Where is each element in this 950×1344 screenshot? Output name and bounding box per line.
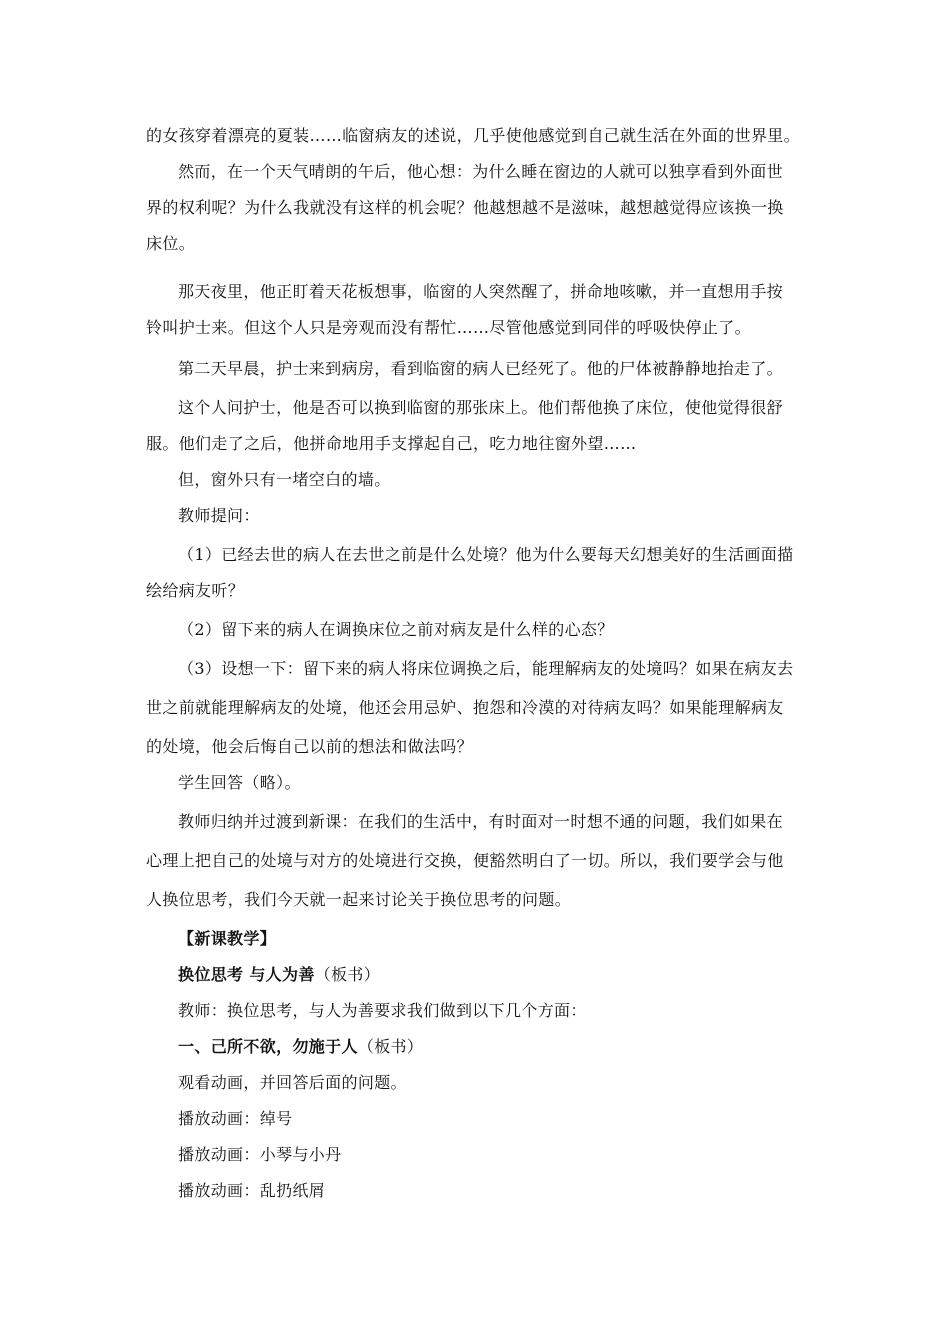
- question-line: （3）设想一下：留下来的病人将床位调换之后，能理解病友的处境吗？如果在病友去: [178, 659, 794, 678]
- paragraph-line: 心理上把自己的处境与对方的处境进行交换，便豁然明白了一切。所以，我们要学会与他: [146, 851, 784, 870]
- paragraph-line: 界的权利呢？为什么我就没有这样的机会呢？他越想越不是滋味，越想越觉得应该换一换: [146, 198, 784, 217]
- question-line: （1）已经去世的病人在去世之前是什么处境？他为什么要每天幻想美好的生活画面描: [178, 545, 794, 564]
- paragraph-line: 这个人问护士，他是否可以换到临窗的那张床上。他们帮他换了床位，使他觉得很舒: [178, 398, 783, 417]
- paragraph-line: 床位。: [146, 234, 196, 253]
- teacher-line: 教师：换位思考，与人为善要求我们做到以下几个方面：: [178, 1001, 587, 1020]
- paragraph-line: 那天夜里，他正盯着天花板想事，临窗的人突然醒了，拼命地咳嗽，并一直想用手按: [178, 282, 783, 301]
- paragraph-line: 但，窗外只有一堵空白的墙。: [178, 470, 391, 489]
- paragraph-line: 学生回答（略）。: [178, 773, 301, 792]
- animation-item: 播放动画：乱扔纸屑: [178, 1181, 326, 1200]
- paragraph-line: 铃叫护士来。但这个人只是旁观而没有帮忙……尽管他感觉到同伴的呼吸快停止了。: [146, 318, 751, 337]
- animation-item: 播放动画：小琴与小丹: [178, 1145, 342, 1164]
- question-line: 的处境，他会后悔自己以前的想法和做法吗？: [146, 737, 474, 756]
- paragraph-line: 教师提问：: [178, 506, 260, 525]
- paragraph-line: 然而，在一个天气晴朗的午后，他心想：为什么睡在窗边的人就可以独享看到外面世: [178, 162, 783, 181]
- point-one-note: （板书）: [357, 1037, 424, 1056]
- question-line: 绘给病友听？: [146, 581, 245, 600]
- point-one-line: [178, 1037, 818, 1057]
- question-line: （2）留下来的病人在调换床位之前对病友是什么样的心态？: [178, 620, 614, 639]
- topic-line: [178, 965, 818, 985]
- animation-item: 播放动画：绰号: [178, 1109, 293, 1128]
- paragraph-line: 服。他们走了之后，他拼命地用手支撑起自己，吃力地往窗外望……: [146, 434, 637, 453]
- section-heading: 【新课教学】: [178, 929, 277, 948]
- paragraph-line: 人换位思考，我们今天就一起来讨论关于换位思考的问题。: [146, 890, 572, 909]
- paragraph-line: 教师归纳并过渡到新课：在我们的生活中，有时面对一时想不通的问题，我们如果在: [178, 812, 783, 831]
- topic-title: 换位思考 与人为善: [178, 965, 315, 984]
- watch-line: 观看动画，并回答后面的问题。: [178, 1073, 407, 1092]
- paragraph-line: 的女孩穿着漂亮的夏装……临窗病友的述说，几乎使他感觉到自己就生活在外面的世界里。: [146, 126, 801, 145]
- paragraph-line: 第二天早晨，护士来到病房，看到临窗的病人已经死了。他的尸体被静静地抬走了。: [178, 359, 783, 378]
- question-line: 世之前就能理解病友的处境，他还会用忌妒、抱怨和冷漠的对待病友吗？如果能理解病友: [146, 698, 784, 717]
- point-one-title: 一、己所不欲，勿施于人: [178, 1037, 358, 1056]
- topic-note: （板书）: [314, 965, 381, 984]
